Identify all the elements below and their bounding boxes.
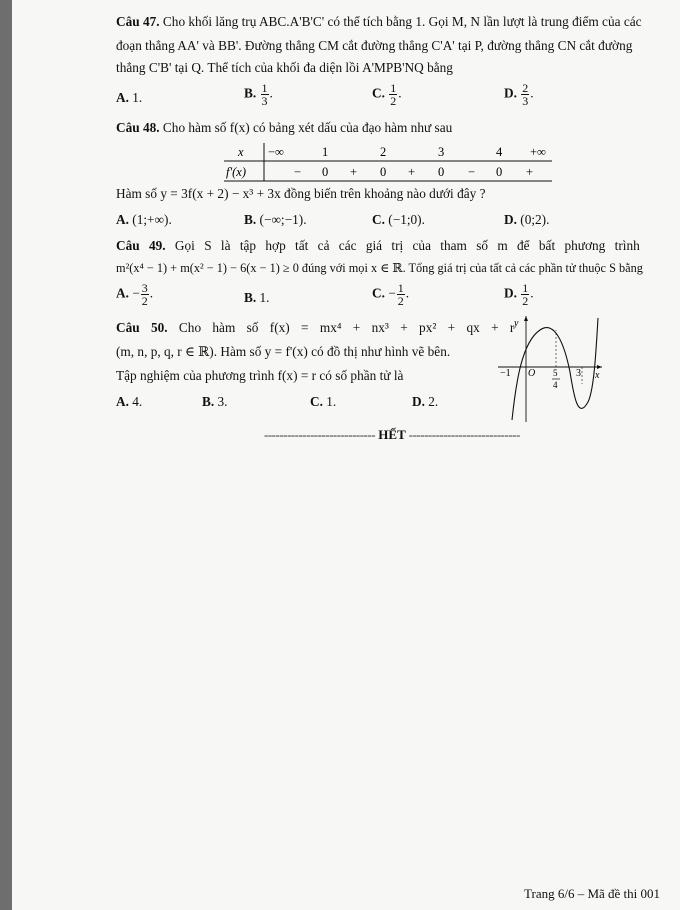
table-cell: +∞ (530, 145, 546, 159)
q50-line3: Tập nghiệm của phương trình f(x) = r có số phần tử là (116, 368, 404, 383)
q50-option-a: A. 4. (116, 394, 143, 409)
q49-option-d: D. $\frac{1}{2}$ . (504, 281, 534, 308)
table-cell: 4 (496, 145, 503, 159)
table-cell: 0 (380, 165, 387, 179)
q48-line2: Hàm số y = 3f(x + 2) − x³ + 3x đồng biến trên khoảng nào dưới đây ? (116, 186, 486, 201)
graph-origin-label: O (528, 368, 536, 379)
table-fprime-label: f'(x) (226, 165, 247, 179)
q50-line2: (m, n, p, q, r ∈ ℝ). Hàm số y = f'(x) có đồ thị như hình vẽ bên. (116, 344, 451, 359)
left-page-edge (0, 0, 12, 910)
table-cell: 0 (438, 165, 445, 179)
graph-tick-frac-den: 4 (553, 380, 558, 390)
q47-line1 (116, 14, 642, 30)
q49-option-a: A. − $\frac{3}{2}$ . (116, 281, 154, 308)
table-cell: 1 (322, 145, 329, 159)
table-cell: −∞ (268, 145, 284, 159)
fraction: $\frac{1}{2}$ (397, 281, 404, 308)
table-cell: 2 (380, 145, 387, 159)
fraction: $\frac{2}{3}$ (522, 81, 529, 108)
graph-tick-frac-num: 5 (553, 368, 558, 378)
graph-tick-neg1: −1 (500, 368, 511, 379)
q50-line1: Câu 50. Cho hàm số f(x) = mx⁴ + nx³ + px² + qx + r (116, 320, 515, 335)
q47-option-c: C. $\frac{1}{2}$ . (372, 81, 402, 108)
table-cell: − (294, 165, 302, 179)
graph-y-label: y (514, 318, 519, 329)
q49-option-b: B. 1. (244, 290, 270, 305)
fraction: $\frac{3}{2}$ (141, 281, 148, 308)
q48-option-c: C. (−1;0). (372, 212, 425, 227)
fraction: $\frac{1}{2}$ (522, 281, 529, 308)
q47-line2: đoạn thẳng AA' và BB'. Đường thẳng CM cắt đường thẳng C'A' tại P, đường thẳng CN cắt đường (116, 38, 633, 53)
table-cell: + (350, 165, 358, 179)
q48-option-b: B. (−∞;−1). (244, 212, 307, 227)
q50-option-d: D. 2. (412, 394, 439, 409)
table-cell: − (468, 165, 476, 179)
q49-option-c: C. − $\frac{1}{2}$ . (372, 281, 410, 308)
table-cell: 0 (322, 165, 329, 179)
table-x-label: x (238, 145, 244, 159)
q47-text1: Cho khối lăng trụ ABC.A'B'C' có thể tích bằng 1. Gọi M, N lần lượt là trung điểm của các (162, 14, 642, 29)
table-cell: 3 (438, 145, 445, 159)
graph-tick-3: 3 (576, 368, 581, 379)
table-cell: + (526, 165, 534, 179)
fraction: $\frac{1}{2}$ (390, 81, 397, 108)
end-marker: ----------------------------- HẾT ----------------------------- (264, 427, 520, 442)
sign-table (224, 141, 554, 183)
fraction: $\frac{1}{3}$ (261, 81, 268, 108)
q48-line1: Câu 48. Cho hàm số f(x) có bảng xét dấu của đạo hàm như sau (116, 120, 453, 135)
q49-line2: m²(x⁴ − 1) + m(x² − 1) − 6(x − 1) ≥ 0 đúng với mọi x ∈ ℝ. Tổng giá trị của tất cả các phần tử thuộc S bằng (116, 261, 643, 275)
derivative-graph (492, 312, 608, 424)
q47-option-a: A. 1. (116, 90, 143, 105)
q50-option-b: B. 3. (202, 394, 228, 409)
q48-option-d: D. (0;2). (504, 212, 550, 227)
table-cell: 0 (496, 165, 503, 179)
q47-label: Câu 47. (116, 14, 160, 29)
q50-option-c: C. 1. (310, 394, 337, 409)
q47-line3: thẳng C'B' tại Q. Thể tích của khối đa diện lồi A'MPB'NQ bằng (116, 60, 453, 75)
q47-option-b: B. $\frac{1}{3}$ . (244, 81, 273, 108)
q47-option-d: D. $\frac{2}{3}$ . (504, 81, 534, 108)
exam-page (12, 0, 680, 910)
q48-option-a: A. (1;+∞). (116, 212, 172, 227)
graph-x-label: x (595, 370, 600, 381)
q49-line1: Câu 49. Gọi S là tập hợp tất cả các giá trị của tham số m để bất phương trình (116, 238, 640, 253)
page-footer: Trang 6/6 – Mã đề thi 001 (524, 886, 661, 901)
table-cell: + (408, 165, 416, 179)
